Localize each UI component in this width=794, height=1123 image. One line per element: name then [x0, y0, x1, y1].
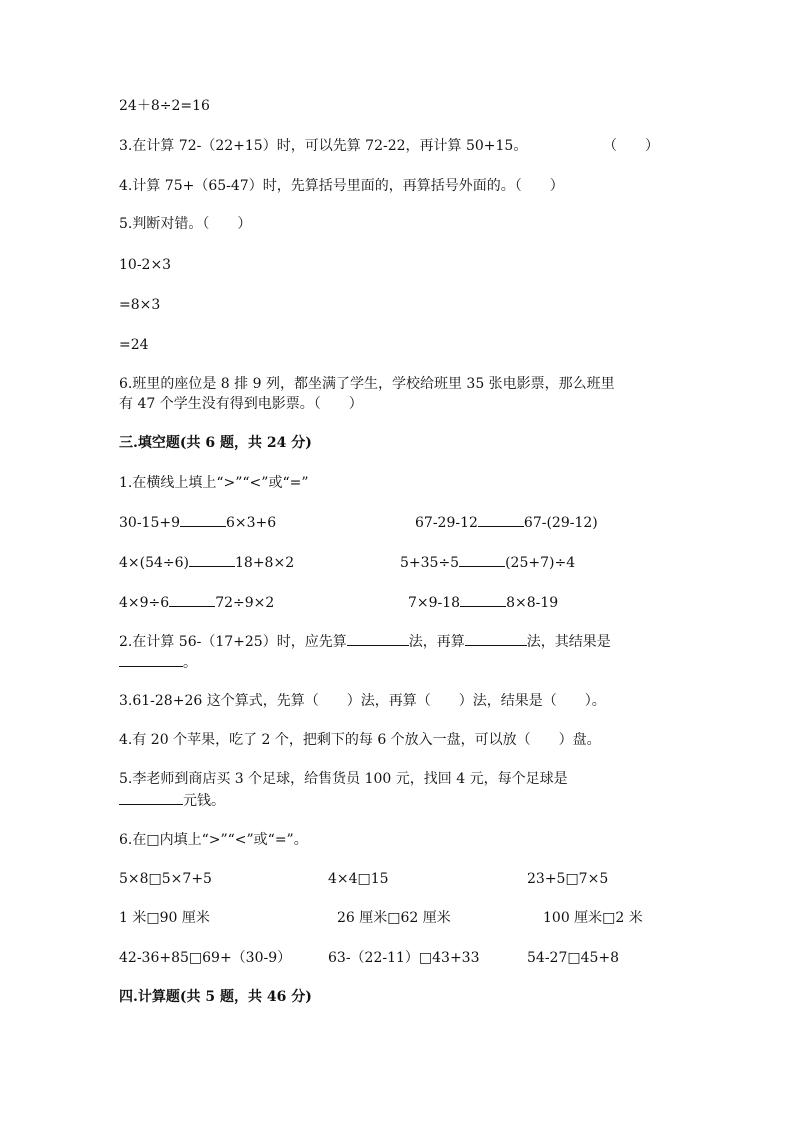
- expression-left: 30-15+9: [119, 515, 180, 531]
- compare-item: 100 厘米□2 米: [543, 910, 643, 926]
- answer-parens: （ ）: [603, 138, 659, 154]
- compare-item: 42-36+85□69+（30-9）: [119, 950, 292, 966]
- question-6-line-2: 有 47 个学生没有得到电影票。（ ）: [119, 396, 363, 412]
- question-5-step: =8×3: [119, 297, 161, 313]
- expression-right: 8×8-19: [506, 595, 559, 611]
- fill-question-5-cont: [119, 790, 225, 811]
- fill-question-1: 1.在横线上填上“>”“<”或“=”: [119, 475, 309, 491]
- question-text: 元钱。: [183, 793, 225, 809]
- answer-blank[interactable]: [478, 512, 524, 527]
- expression-left: 7×9-18: [408, 595, 461, 611]
- question-5: 5.判断对错。（ ）: [119, 216, 252, 232]
- compare-item: [415, 512, 598, 533]
- section-heading: 三.填空题(共 6 题，共 24 分): [119, 435, 312, 451]
- compare-item: [400, 552, 575, 573]
- text-line: 24＋8÷2=16: [119, 98, 210, 114]
- fill-question-5: 5.李老师到商店买 3 个足球，给售货员 100 元，找回 4 元，每个足球是: [119, 771, 568, 787]
- question-4: 4.计算 75+（65-47）时，先算括号里面的，再算括号外面的。（ ）: [119, 178, 564, 194]
- question-text: 。: [183, 655, 197, 671]
- answer-blank[interactable]: [189, 552, 235, 567]
- compare-item: [119, 552, 294, 573]
- compare-item: 26 厘米□62 厘米: [337, 910, 451, 926]
- fill-question-4: 4.有 20 个苹果，吃了 2 个，把剩下的每 6 个放入一盘，可以放（ ）盘。: [119, 732, 601, 748]
- expression-right: 67-(29-12): [523, 515, 598, 531]
- expression-left: 4×9÷6: [119, 595, 170, 611]
- fill-question-3: 3.61-28+26 这个算式，先算（ ）法，再算（ ）法，结果是（ ）。: [119, 693, 606, 709]
- compare-item: [119, 512, 276, 533]
- compare-item: [119, 592, 274, 613]
- answer-blank[interactable]: [347, 631, 409, 646]
- answer-blank[interactable]: [119, 652, 183, 667]
- fill-question-2: [119, 631, 611, 652]
- fill-question-6: 6.在□内填上“>”“<”或“=”。: [119, 832, 308, 848]
- answer-blank[interactable]: [460, 592, 506, 607]
- question-text: 法，再算: [408, 634, 465, 650]
- compare-item: 5×8□5×7+5: [119, 871, 212, 887]
- question-text: 法，其结果是: [526, 634, 611, 650]
- expression-left: 4×(54÷6): [119, 555, 190, 571]
- answer-blank[interactable]: [180, 512, 226, 527]
- expression-right: 18+8×2: [235, 555, 295, 571]
- question-text: 3.在计算 72-（22+15）时，可以先算 72-22，再计算 50+15。: [119, 138, 528, 154]
- compare-item: 23+5□7×5: [527, 871, 609, 887]
- compare-item: [408, 592, 558, 613]
- expression-left: 67-29-12: [415, 515, 478, 531]
- fill-question-2-cont: [119, 652, 197, 673]
- expression-left: 5+35÷5: [400, 555, 460, 571]
- question-6-line-1: 6.班里的座位是 8 排 9 列，都坐满了学生，学校给班里 35 张电影票，那么班里: [119, 376, 615, 392]
- answer-blank[interactable]: [169, 592, 215, 607]
- compare-item: 54-27□45+8: [527, 950, 620, 966]
- answer-blank[interactable]: [119, 790, 183, 805]
- question-text: 2.在计算 56-（17+25）时，应先算: [119, 634, 347, 650]
- expression-right: 6×3+6: [226, 515, 277, 531]
- expression-right: (25+7)÷4: [505, 555, 576, 571]
- question-5-step: 10-2×3: [119, 257, 172, 273]
- section-heading: 四.计算题(共 5 题，共 46 分): [119, 989, 312, 1005]
- compare-item: 1 米□90 厘米: [119, 910, 210, 926]
- answer-blank[interactable]: [459, 552, 505, 567]
- compare-item: 63-（22-11）□43+33: [328, 950, 480, 966]
- expression-right: 72÷9×2: [215, 595, 275, 611]
- question-3: [119, 136, 527, 156]
- answer-blank[interactable]: [465, 631, 527, 646]
- compare-item: 4×4□15: [328, 871, 389, 887]
- question-5-step: =24: [119, 337, 149, 353]
